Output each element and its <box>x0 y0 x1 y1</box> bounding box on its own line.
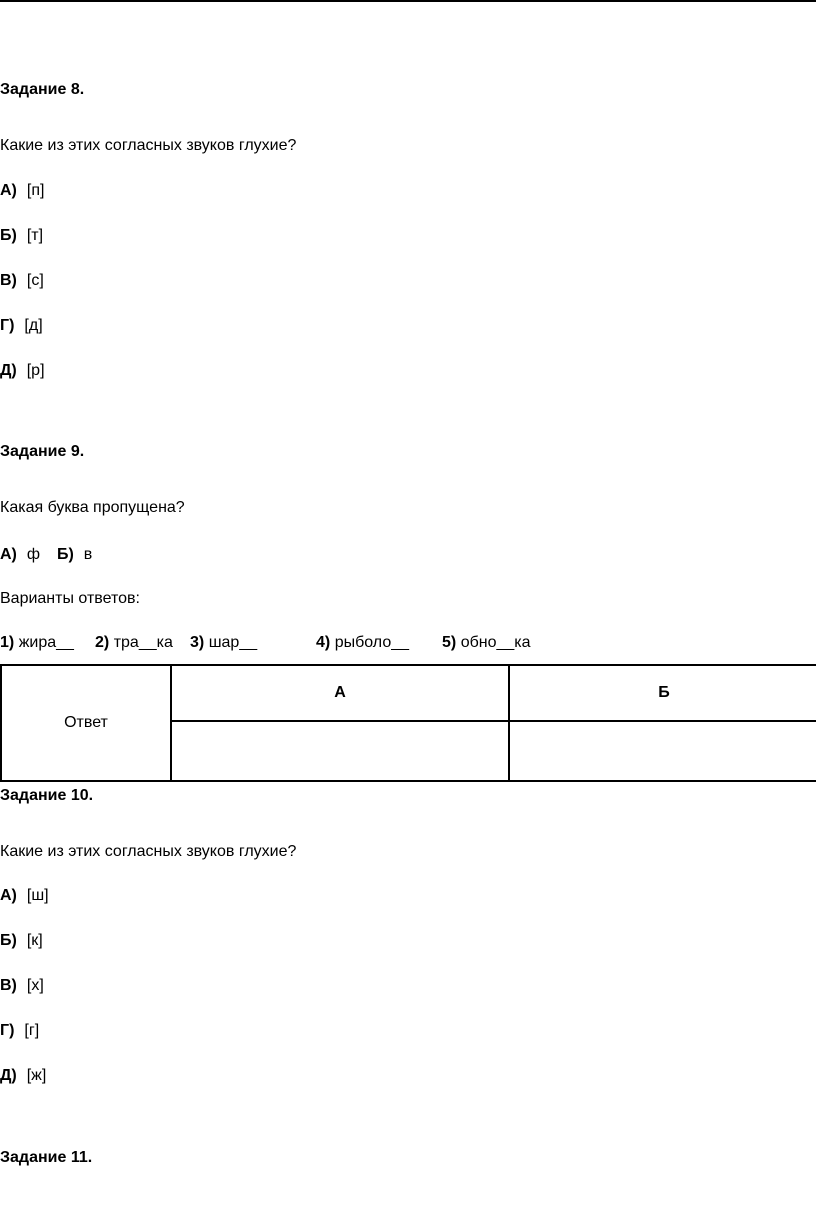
option-label: В) <box>0 272 17 289</box>
option-label: Б) <box>0 227 17 244</box>
task9-question: Какая буква пропущена? <box>0 499 185 516</box>
option-label: Д) <box>0 362 17 379</box>
option-value: [п] <box>26 182 45 199</box>
option-value: [к] <box>26 932 43 949</box>
task10-option <box>0 1066 46 1086</box>
option-label: Г) <box>0 1022 15 1039</box>
task8-title: Задание 8. <box>0 81 85 98</box>
answer-cell-b[interactable] <box>509 721 816 781</box>
option-value: [г] <box>24 1022 40 1039</box>
option-value: [ш] <box>26 887 49 904</box>
word-item: 5) обно__ка <box>442 634 531 651</box>
variants-title: Варианты ответов: <box>0 590 140 607</box>
option-value: [т] <box>26 227 44 244</box>
option-value: [р] <box>26 362 45 379</box>
task10-option <box>0 886 49 906</box>
task11-title: Задание 11. <box>0 1149 93 1166</box>
option-value: [х] <box>26 977 44 994</box>
letter-label: А) <box>0 546 17 563</box>
option-label: А) <box>0 182 17 199</box>
task10-option <box>0 931 43 951</box>
task8-option <box>0 181 44 201</box>
task9-title: Задание 9. <box>0 443 85 460</box>
word-item: 2) тра__ка <box>95 634 173 651</box>
option-label: Г) <box>0 317 15 334</box>
letter-value: ф <box>26 546 41 563</box>
task9-letters <box>0 545 92 565</box>
word-item: 1) жира__ <box>0 634 74 651</box>
word-item: 3) шар__ <box>190 634 258 651</box>
top-border-rule <box>0 0 816 2</box>
task10-option <box>0 1021 39 1041</box>
letter-label: Б) <box>56 546 74 563</box>
task8-option <box>0 316 43 336</box>
task10-question: Какие из этих согласных звуков глухие? <box>0 843 297 860</box>
letter-value: в <box>83 546 93 563</box>
word-item: 4) рыболо__ <box>316 634 410 651</box>
task8-question: Какие из этих согласных звуков глухие? <box>0 137 297 154</box>
answer-row-label: Ответ <box>1 665 171 781</box>
option-label: Б) <box>0 932 17 949</box>
task10-title: Задание 10. <box>0 787 94 804</box>
option-label: Д) <box>0 1067 17 1084</box>
option-label: В) <box>0 977 17 994</box>
task10-option <box>0 976 44 996</box>
task8-option <box>0 226 43 246</box>
option-value: [д] <box>24 317 43 334</box>
answer-cell-a[interactable] <box>171 721 509 781</box>
answer-table <box>0 664 816 782</box>
column-header-a: А <box>171 665 509 721</box>
option-value: [ж] <box>26 1067 47 1084</box>
option-value: [с] <box>26 272 44 289</box>
column-header-b: Б <box>509 665 816 721</box>
option-label: А) <box>0 887 17 904</box>
task8-option <box>0 271 44 291</box>
task8-option <box>0 361 45 381</box>
